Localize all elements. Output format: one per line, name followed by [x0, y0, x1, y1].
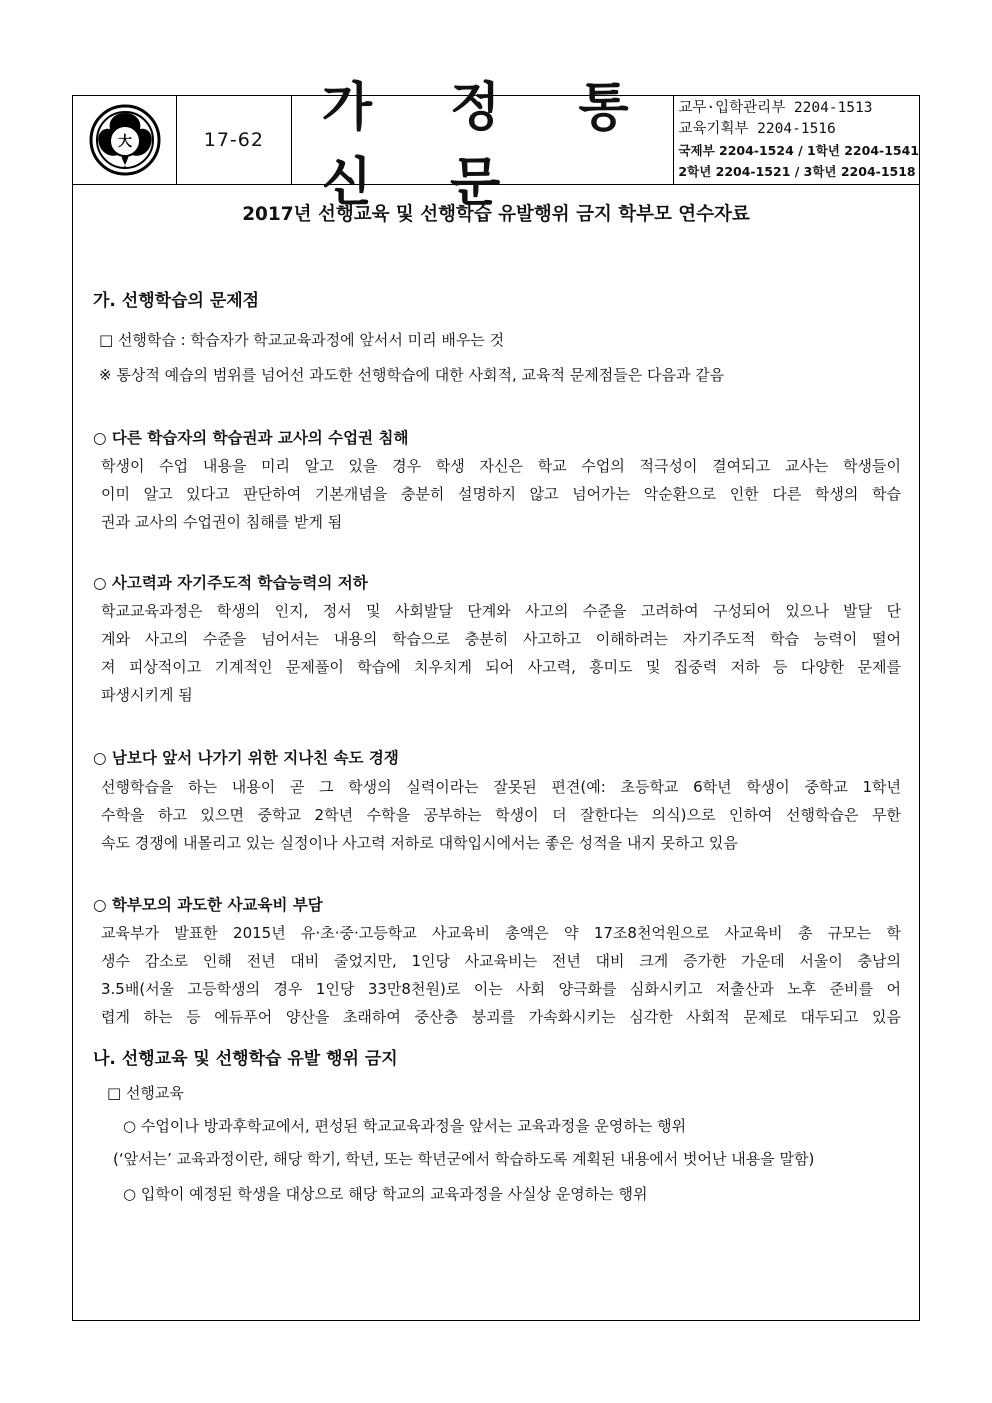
- paragraph-line: 렵게 하는 등 에듀푸어 양산을 초래하여 중산층 붕괴를 가속화시키는 심각한 사회적 문제로 대두되고 있음: [101, 1008, 901, 1026]
- item-title: ○ 사고력과 자기주도적 학습능력의 저하: [93, 574, 368, 592]
- paragraph-line: 져 피상적이고 기계적인 문제풀이 학습에 치우치게 되어 사고력, 흥미도 및 집중력 저하 등 다양한 문제를: [101, 658, 901, 676]
- document-frame: [72, 78, 920, 1321]
- item-paragraph: [101, 597, 901, 709]
- contact-info: [674, 96, 919, 184]
- note-line: ※ 통상적 예습의 범위를 넘어선 과도한 선행학습에 대한 사회적, 교육적 문제점들은 다음과 같음: [99, 366, 725, 384]
- item-paragraph: [101, 452, 901, 536]
- paragraph-line: 학생이 수업 내용을 미리 알고 있을 경우 학생 자신은 학교 수업의 적극성이 결여되고 교사는 학생들이: [101, 457, 901, 475]
- definition-line: □ 선행학습 : 학습자가 학교교육과정에 앞서서 미리 배우는 것: [99, 331, 505, 349]
- section-b-heading: 나. 선행교육 및 선행학습 유발 행위 금지: [93, 1049, 398, 1069]
- paragraph-line: 파생시키게 됨: [101, 686, 193, 704]
- paragraph-line: 학교교육과정은 학생의 인지, 정서 및 사회발달 단계와 사고의 수준을 고려하여 구성되어 있으나 발달 단: [101, 602, 901, 620]
- paragraph-line: 3.5배(서울 고등학생의 경우 1인당 33만8천원)로 이는 사회 양극화를 심화시키고 저출산과 노후 준비를 어: [101, 980, 901, 998]
- school-emblem-icon: [88, 103, 162, 177]
- issue-number: 17-62: [177, 96, 292, 184]
- item-title: ○ 다른 학습자의 학습권과 교사의 수업권 침해: [93, 429, 409, 447]
- newsletter-title: 가 정 통 신 문: [292, 96, 675, 184]
- newsletter-header: [73, 78, 920, 213]
- contact-line: 교육기획부 2204-1516: [678, 121, 836, 137]
- paragraph-line: 이미 알고 있다고 판단하여 기본개념을 충분히 설명하지 않고 넘어가는 악순환으로 인한 다른 학생의 학습: [101, 485, 901, 503]
- paragraph-line: 권과 교사의 수업권이 침해를 받게 됨: [101, 513, 343, 531]
- list-item: ○ 입학이 예정된 학생을 대상으로 해당 학교의 교육과정을 사실상 운영하는 행위: [123, 1185, 648, 1203]
- paragraph-line: 수학을 하고 있으면 중학교 2학년 수학을 공부하는 학생이 더 잘한다는 의식)으로 인하여 선행학습은 무한: [101, 806, 901, 824]
- document-title: 2017년 선행교육 및 선행학습 유발행위 금지 학부모 연수자료: [242, 204, 750, 225]
- contact-line: 교무·입학관리부 2204-1513: [678, 100, 873, 116]
- svg-text:大: 大: [117, 134, 132, 150]
- paragraph-line: 계와 사고의 수준을 넘어서는 내용의 학습으로 충분히 사고하고 이해하려는 자기주도적 학습 능력이 떨어: [101, 630, 901, 648]
- list-item: (‘앞서는’ 교육과정이란, 해당 학기, 학년, 또는 학년군에서 학습하도록 계획된 내용에서 벗어난 내용을 말함): [113, 1150, 815, 1168]
- paragraph-line: 선행학습을 하는 내용이 곧 그 학생의 실력이라는 잘못된 편견(예: 초등학교 6학년 학생이 중학교 1학년: [101, 778, 901, 796]
- sub-heading: □ 선행교육: [107, 1084, 184, 1102]
- paragraph-line: 교육부가 발표한 2015년 유·초·중·고등학교 사교육비 총액은 약 17조8천억원으로 사교육비 총 규모는 학: [101, 924, 901, 942]
- item-title: ○ 학부모의 과도한 사교육비 부담: [93, 896, 323, 914]
- school-logo: [73, 96, 177, 184]
- paragraph-line: 생수 감소로 인해 전년 대비 줄었지만, 1인당 사교육비는 전년 대비 크게 증가한 가운데 서울이 충남의: [101, 952, 901, 970]
- contact-line: 2학년 2204-1521 / 3학년 2204-1518: [678, 164, 916, 179]
- item-paragraph: [101, 773, 901, 857]
- list-item: ○ 수업이나 방과후학교에서, 편성된 학교교육과정을 앞서는 교육과정을 운영하는 행위: [123, 1117, 687, 1135]
- section-a-heading: 가. 선행학습의 문제점: [93, 291, 260, 311]
- item-title: ○ 남보다 앞서 나가기 위한 지나친 속도 경쟁: [93, 749, 399, 767]
- paragraph-line: 속도 경쟁에 내몰리고 있는 실정이나 사고력 저하로 대학입시에서는 좋은 성적을 내지 못하고 있음: [101, 834, 738, 852]
- contact-line: 국제부 2204-1524 / 1학년 2204-1541: [678, 143, 920, 158]
- item-paragraph: [101, 919, 901, 1031]
